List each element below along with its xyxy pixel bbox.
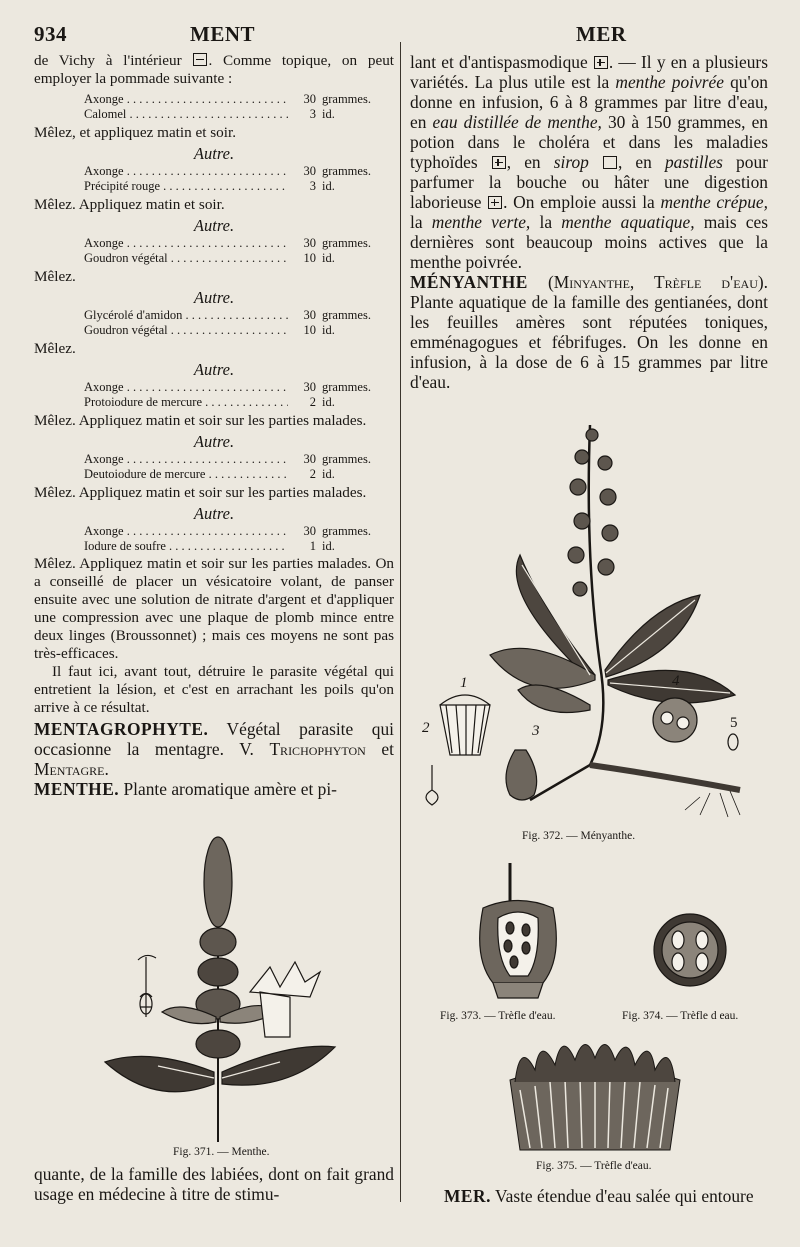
ingredient-unit: grammes. <box>322 92 371 106</box>
recipe-ingredient-row <box>34 92 394 107</box>
fig-372-label-3: 3 <box>532 723 540 739</box>
fig-374-illustration <box>650 910 730 990</box>
recipe-ingredient-row <box>34 452 394 467</box>
ingredient-name: Goudron végétal . . . <box>84 251 288 266</box>
plus-box-icon <box>488 196 502 209</box>
ingredient-name: Axonge . . . <box>84 380 288 395</box>
ingredient-unit: id. <box>322 394 335 409</box>
fig-372-label-1: 1 <box>460 675 468 691</box>
recipe-ingredient-row <box>34 395 394 410</box>
empty-box-icon <box>603 156 617 169</box>
intro-paragraph <box>34 52 394 88</box>
ingredient-name: Précipité rouge . . . <box>84 179 288 194</box>
recipe-ingredient-row <box>34 107 394 122</box>
ingredient-name: Axonge . . . <box>84 452 288 467</box>
text-span: . — Il y en a plusieurs variétés. La plus utile est la <box>410 52 768 92</box>
page-number: 934 <box>34 22 67 46</box>
ingredient-name: Axonge . . . <box>84 524 288 539</box>
recipe-ingredient-row <box>34 236 394 251</box>
ingredient-name: Glycérolé d'amidon . . . <box>84 308 288 323</box>
recipe-title: Autre. <box>193 504 235 523</box>
cross-ref-mentagre[interactable]: Mentagre. <box>34 759 109 779</box>
ingredient-quantity: 1 <box>288 539 322 554</box>
recipe-title: Autre. <box>193 216 235 235</box>
fig-371-mint-illustration <box>100 822 340 1147</box>
ingredient-name: Goudron végétal . . . <box>84 323 288 338</box>
recipe-ingredient-row <box>34 164 394 179</box>
lemma-mer: MER. <box>444 1186 491 1206</box>
recipe-instruction: Mêlez, et appliquez matin et soir. <box>34 124 237 141</box>
recipe-instruction: Mêlez. Appliquez matin et soir sur les parties malades. <box>34 484 367 501</box>
mentagrophyte-definition: Végétal parasite qui occasionne la mentagre. V. <box>34 719 394 759</box>
recipe-ingredient-row <box>34 539 394 554</box>
term-menthe-crepue: menthe crépue, <box>660 192 768 212</box>
ingredient-unit: grammes. <box>322 524 371 538</box>
mer-definition: Vaste étendue d'eau salée qui entoure <box>494 1186 754 1206</box>
recipe-instruction: Mêlez. Appliquez matin et soir sur les parties malades. <box>34 412 367 429</box>
ingredient-unit: id. <box>322 106 335 121</box>
ingredient-quantity: 2 <box>288 395 322 410</box>
ingredient-quantity: 3 <box>288 179 322 194</box>
running-head-right: MER <box>576 22 627 46</box>
term-menthe-poivree: menthe poivrée <box>615 72 724 92</box>
fig-372-label-2: 2 <box>422 720 430 736</box>
ingredient-unit: grammes. <box>322 380 371 394</box>
ingredient-name: Axonge . . . <box>84 164 288 179</box>
term-sirop: sirop <box>553 152 589 172</box>
cross-ref-trichophyton[interactable]: Trichophyton <box>269 739 366 759</box>
menthe-continued-paragraph <box>410 52 768 272</box>
text-span: la <box>410 212 423 232</box>
fig-372-caption: Fig. 372. — Ményanthe. <box>522 830 636 842</box>
term-menthe-aquatique: menthe aquatique, <box>561 212 695 232</box>
intro-text-2: . Comme topique, on peut employer la pommade suivante : <box>34 52 395 87</box>
fig-371-caption: Fig. 371. — Menthe. <box>173 1146 270 1158</box>
recipe-ingredient-row <box>34 380 394 395</box>
ingredient-quantity: 10 <box>288 323 322 338</box>
recipe-title: Autre. <box>193 360 235 379</box>
text-span: lant et d'antispasmodique <box>410 52 588 72</box>
text-span: 30 à 150 grammes, en potion dans le choléra et dans les maladies typhoïdes <box>410 112 768 172</box>
fig-375-caption: Fig. 375. — Trèfle d'eau. <box>536 1160 652 1172</box>
running-head-left: MENT <box>190 22 255 46</box>
text-span: pour parfumer la bouche ou hâter une digestion laborieuse <box>410 152 768 212</box>
lemma-menyanthe: MÉNYANTHE <box>410 272 528 292</box>
mentagrophyte-conj: et <box>381 739 394 759</box>
ingredient-name: Deutoiodure de mercure . . . <box>84 467 288 482</box>
recipe-ingredient-row <box>34 467 394 482</box>
menthe-definition-start: Plante aromatique amère et pi- <box>123 779 337 799</box>
text-span: qu'on donne en infusion, 6 à 8 grammes par litre d'eau, en <box>410 72 768 132</box>
ingredient-name: Calomel . . . <box>84 107 288 122</box>
ingredient-quantity: 30 <box>288 524 322 539</box>
text-span: la <box>539 212 553 232</box>
lemma-menthe: MENTHE. <box>34 779 120 799</box>
text-span: , en <box>506 152 541 172</box>
ingredient-unit: id. <box>322 538 335 553</box>
recipe-ingredient-row <box>34 308 394 323</box>
ingredient-quantity: 2 <box>288 467 322 482</box>
ingredient-quantity: 30 <box>288 380 322 395</box>
ingredient-name: Iodure de soufre . . . <box>84 539 288 554</box>
ingredient-quantity: 30 <box>288 236 322 251</box>
ingredient-unit: grammes. <box>322 308 371 322</box>
column-divider <box>400 42 401 1202</box>
term-menthe-verte: menthe verte, <box>431 212 531 232</box>
ingredient-quantity: 30 <box>288 164 322 179</box>
ingredient-unit: id. <box>322 466 335 481</box>
recipe-ingredient-row <box>34 179 394 194</box>
ingredient-quantity: 30 <box>288 452 322 467</box>
fig-373-caption: Fig. 373. — Trèfle d'eau. <box>440 1010 556 1022</box>
recipe-title: Autre. <box>193 432 235 451</box>
recipe-instruction: Mêlez. <box>34 268 76 285</box>
recipe-ingredient-row <box>34 323 394 338</box>
recipe-instruction: Mêlez. <box>34 340 76 357</box>
plus-box-icon <box>492 156 506 169</box>
entry-mer <box>444 1186 784 1206</box>
recipe-list <box>34 92 394 553</box>
ingredient-quantity: 30 <box>288 92 322 107</box>
ingredient-unit: grammes. <box>322 236 371 250</box>
ingredient-unit: id. <box>322 322 335 337</box>
ingredient-quantity: 10 <box>288 251 322 266</box>
ingredient-unit: id. <box>322 178 335 193</box>
text-span: , en <box>617 152 652 172</box>
plus-box-icon <box>594 56 608 69</box>
intro-text-1: de Vichy à l'intérieur <box>34 52 182 69</box>
ingredient-unit: grammes. <box>322 452 371 466</box>
lemma-mentagrophyte: MENTAGROPHYTE. <box>34 719 209 739</box>
fig-374-caption: Fig. 374. — Trèfle d eau. <box>622 1010 739 1022</box>
left-column <box>34 52 394 799</box>
entry-menthe <box>34 779 394 799</box>
fig-372-label-5: 5 <box>730 715 738 731</box>
recipe-ingredient-row <box>34 524 394 539</box>
paragraph-parasite: Il faut ici, avant tout, détruire le parasite végétal qui entretient la lésion, et c'est en arrachant les poils qu'on arrive à ce résultat. <box>34 663 394 716</box>
entry-menyanthe <box>410 272 768 392</box>
right-column <box>410 52 768 392</box>
ingredient-unit: grammes. <box>322 164 371 178</box>
fig-372-menyanthe-illustration <box>410 405 775 825</box>
term-eau-distillee: eau distillée de menthe, <box>432 112 602 132</box>
paragraph-compression: Mêlez. Appliquez matin et soir sur les parties malades. On a conseillé de placer un vésicatoire volant, de panser ensuite avec une solution de nitrate d'argent et d'appliquer une compression avec une plaque de plomb mince entre deux linges (Broussonnet) ; mais ces moyens ne sont pas très-efficaces. <box>34 555 394 662</box>
recipe-ingredient-row <box>34 251 394 266</box>
ingredient-quantity: 3 <box>288 107 322 122</box>
minus-box-icon <box>193 53 207 66</box>
menyanthe-definition: Plante aquatique de la famille des gentianées, dont les feuilles amères sont réputées toniques, emménagogues et fébrifuges. On les donne en infusion, à la dose de 6 à 15 grammes par litre d'eau. <box>410 292 768 392</box>
fig-373-illustration <box>468 858 568 1008</box>
recipe-title: Autre. <box>193 288 235 307</box>
ingredient-name: Protoiodure de mercure . . . <box>84 395 288 410</box>
entry-mentagrophyte <box>34 719 394 779</box>
fig-375-illustration <box>500 1030 690 1155</box>
ingredient-name: Axonge . . . <box>84 92 288 107</box>
ingredient-name: Axonge . . . <box>84 236 288 251</box>
ingredient-unit: id. <box>322 250 335 265</box>
fig-372-label-4: 4 <box>672 673 680 689</box>
term-pastilles: pastilles <box>664 152 723 172</box>
menthe-definition-continued: quante, de la famille des labiées, dont on fait grand usage en médecine à titre de stimu- <box>34 1164 394 1204</box>
menyanthe-synonyms: (Minyanthe, Trèfle d'eau). <box>547 272 768 292</box>
text-span: mais ces dernières sont beaucoup moins actives que la menthe poivrée. <box>410 212 769 272</box>
recipe-instruction: Mêlez. Appliquez matin et soir. <box>34 196 225 213</box>
recipe-title: Autre. <box>193 144 235 163</box>
text-span: . On emploie aussi la <box>503 192 655 212</box>
ingredient-quantity: 30 <box>288 308 322 323</box>
